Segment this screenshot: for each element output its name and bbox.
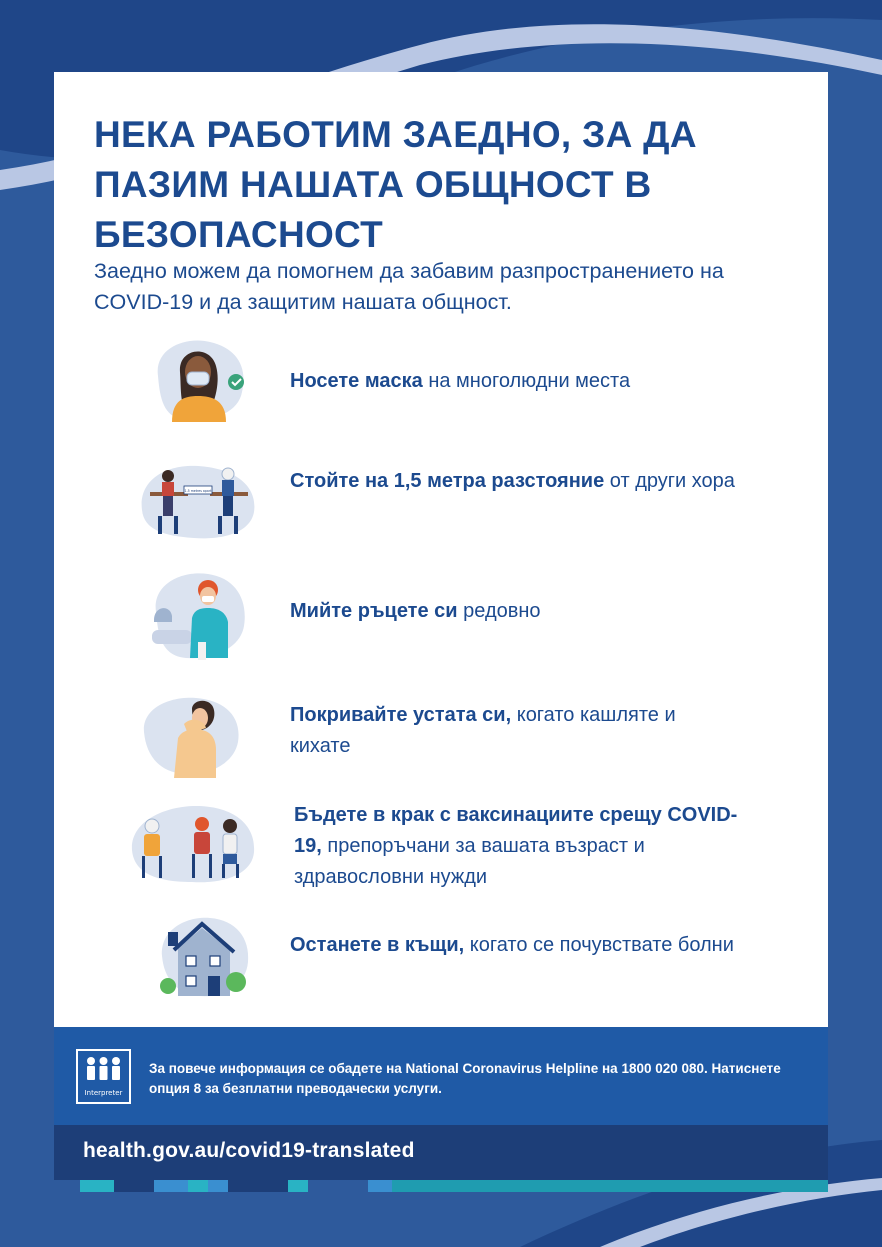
list-item — [54, 802, 828, 886]
interpreter-icon — [76, 1049, 131, 1104]
website-link[interactable]: health.gov.au/covid19-translated — [83, 1139, 415, 1162]
url-bar — [54, 1125, 828, 1180]
page-subtitle: Заедно можем да помогнем да забавим разпространението на COVID-19 и да защитим нашата общност. — [94, 259, 724, 314]
helpline-text: За повече информация се обадете на National Coronavirus Helpline на 1800 020 080. Натиснете опция 8 за безплатни преводачески услуги. — [149, 1061, 781, 1096]
item-text: Покривайте устата си, когато кашляте и кихате — [290, 704, 676, 757]
mask-icon — [150, 336, 250, 426]
distance-sign-label: 1.5 metres apart — [184, 489, 212, 493]
vaccine-icon — [130, 802, 258, 886]
page-title: НЕКА РАБОТИМ ЗАЕДНО, ЗА ДА ПАЗИМ НАШАТА ОБЩНОСТ В БЕЗОПАСНОСТ — [94, 114, 697, 255]
list-item — [54, 460, 828, 540]
item-text: Останете в къщи, когато се почувствате болни — [290, 934, 734, 956]
list-item — [54, 568, 828, 662]
item-text: Бъдете в крак с ваксинациите срещу COVID-19, препоръчани за вашата възраст и здравословни нужди — [294, 804, 738, 888]
item-text: Мийте ръцете си редовно — [290, 600, 541, 622]
item-text: Стойте на 1,5 метра разстояние от други хора — [290, 470, 735, 492]
helpline-footer — [54, 1027, 828, 1125]
handwash-icon — [146, 568, 250, 662]
distance-icon — [136, 460, 260, 540]
house-icon — [156, 912, 252, 1002]
poster-card — [54, 72, 828, 1192]
cough-icon — [140, 694, 244, 778]
interpreter-label: Interpreter — [84, 1089, 123, 1097]
decorative-stripe — [54, 1180, 828, 1192]
list-item — [54, 912, 828, 1002]
item-text: Носете маска на многолюдни места — [290, 370, 631, 392]
list-item — [54, 336, 828, 426]
list-item — [54, 694, 828, 778]
